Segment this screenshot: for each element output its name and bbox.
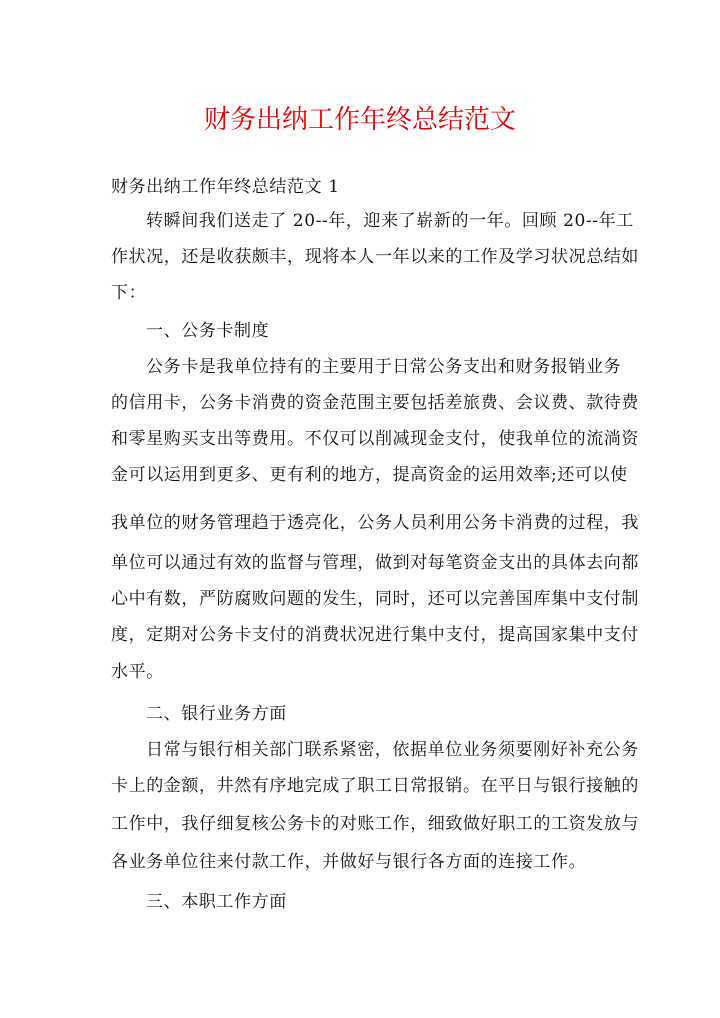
paragraph-line: 作状况，还是收获颇丰，现将本人一年以来的工作及学习状况总结如 [111, 247, 639, 267]
paragraph-line: 的信用卡，公务卡消费的资金范围主要包括差旅费、会议费、款待费 [111, 393, 639, 413]
paragraph-line: 工作中，我仔细复核公务卡的对账工作，细致做好职工的工资发放与 [111, 814, 639, 834]
paragraph-line: 单位可以通过有效的监督与管理，做到对每笔资金支出的具体去向都 [111, 553, 639, 573]
paragraph-line: 转瞬间我们送走了 20--年，迎来了崭新的一年。回顾 20--年工 [146, 211, 634, 231]
paragraph-line: 金可以运用到更多、更有利的地方，提高资金的运用效率;还可以使 [111, 465, 628, 485]
document-subtitle: 财务出纳工作年终总结范文 1 [111, 177, 340, 197]
paragraph-line: 度，定期对公务卡支付的消费状况进行集中支付，提高国家集中支付 [111, 625, 639, 645]
document-title: 财务出纳工作年终总结范文 [203, 105, 516, 135]
section-heading: 一、公务卡制度 [146, 321, 270, 341]
paragraph-line: 下： [111, 283, 147, 303]
paragraph-line: 心中有数，严防腐败问题的发生，同时，还可以完善国库集中支付制 [111, 589, 639, 609]
paragraph-line: 和零星购买支出等费用。不仅可以削减现金支付，使我单位的流淌资 [111, 429, 639, 449]
paragraph-line: 各业务单位往来付款工作，并做好与银行各方面的连接工作。 [111, 852, 587, 872]
paragraph-line: 日常与银行相关部门联系紧密，依据单位业务须要刚好补充公务 [146, 740, 639, 760]
paragraph-line: 卡上的金额，井然有序地完成了职工日常报销。在平日与银行接触的 [111, 776, 639, 796]
paragraph-line: 公务卡是我单位持有的主要用于日常公务支出和财务报销业务 [146, 357, 622, 377]
section-heading: 三、本职工作方面 [146, 892, 287, 912]
section-heading: 二、银行业务方面 [146, 704, 287, 724]
paragraph-line: 水平。 [111, 662, 164, 682]
paragraph-line: 我单位的财务管理趋于透亮化，公务人员利用公务卡消费的过程，我 [111, 513, 639, 533]
